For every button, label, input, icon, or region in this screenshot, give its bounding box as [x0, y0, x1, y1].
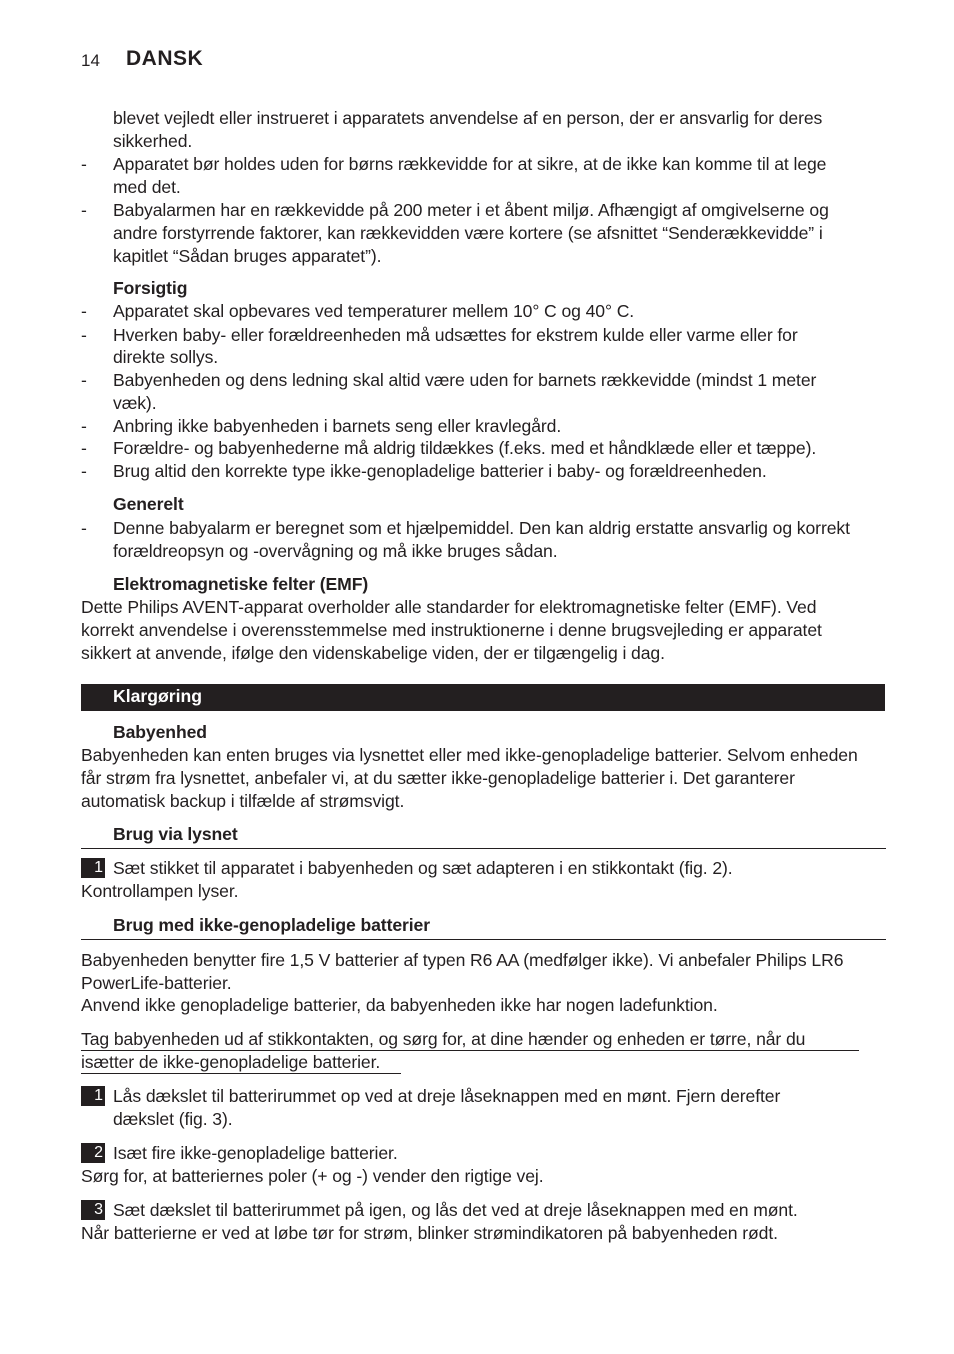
bullet-dash: -	[81, 438, 87, 458]
bullet-line: andre forstyrrende faktorer, kan rækkevidden være kortere (se afsnittet “Senderækkevidde” i	[113, 223, 823, 243]
paragraph-line: automatisk backup i tilfælde af strømsvigt.	[81, 791, 405, 811]
bullet-line: direkte sollys.	[113, 347, 219, 367]
step-number-box: 2	[81, 1143, 105, 1163]
paragraph-line: blevet vejledt eller instrueret i apparatets anvendelse af en person, der er ansvarlig for deres	[113, 108, 823, 128]
bullet-dash: -	[81, 461, 87, 481]
bullet-line: Babyalarmen har en rækkevidde på 200 meter i et åbent miljø. Afhængigt af omgivelserne og	[113, 200, 829, 220]
subheading-generelt: Generelt	[113, 494, 184, 514]
paragraph-line: Babyenheden kan enten bruges via lysnettet eller med ikke-genopladelige batterier. Selvom enheden	[81, 745, 858, 765]
bullet-line: forældreopsyn og -overvågning og må ikke bruges sådan.	[113, 541, 558, 561]
subheading-babyenhed: Babyenhed	[113, 722, 207, 742]
bullet-dash: -	[81, 325, 87, 345]
step-text: Isæt fire ikke-genopladelige batterier.	[113, 1143, 398, 1163]
bullet-line: Hverken baby- eller forældreenheden må udsættes for ekstrem kulde eller varme eller for	[113, 325, 798, 345]
bullet-line: Brug altid den korrekte type ikke-genopladelige batterier i baby- og forældreenheden.	[113, 461, 767, 481]
subheading-emf: Elektromagnetiske felter (EMF)	[113, 574, 369, 594]
section-header-bar	[81, 684, 885, 711]
subheading-lysnet: Brug via lysnet	[113, 824, 238, 844]
paragraph-line: sikkerhed.	[113, 131, 193, 151]
bullet-line: væk).	[113, 393, 157, 413]
bullet-line: Apparatet skal opbevares ved temperaturer mellem 10° C og 40° C.	[113, 301, 635, 321]
bullet-dash: -	[81, 154, 87, 174]
bullet-dash: -	[81, 370, 87, 390]
warning-line: isætter de ikke-genopladelige batterier.	[81, 1052, 381, 1072]
bullet-line: Denne babyalarm er beregnet som et hjælpemiddel. Den kan aldrig erstatte ansvarlig og korrekt	[113, 518, 850, 538]
divider	[81, 848, 886, 849]
paragraph-line: Dette Philips AVENT-apparat overholder alle standarder for elektromagnetiske felter (EMF). Ved	[81, 597, 817, 617]
subheading-forsigtig: Forsigtig	[113, 278, 188, 298]
step-number-box: 1	[81, 858, 105, 878]
step-number-box: 3	[81, 1200, 105, 1220]
paragraph-line: korrekt anvendelse i overensstemmelse med instruktionerne i denne brugsvejleding er apparatet	[81, 620, 822, 640]
paragraph-line: PowerLife-batterier.	[81, 973, 232, 993]
paragraph-line: Anvend ikke genopladelige batterier, da babyenheden ikke har nogen ladefunktion.	[81, 995, 718, 1015]
bullet-dash: -	[81, 301, 87, 321]
subheading-batterier: Brug med ikke-genopladelige batterier	[113, 915, 430, 935]
bullet-line: Apparatet bør holdes uden for børns rækkevidde for at sikre, at de ikke kan komme til at lege	[113, 154, 827, 174]
warning-line: Tag babyenheden ud af stikkontakten, og sørg for, at dine hænder og enheden er tørre, når du	[81, 1029, 806, 1049]
warning-underline	[81, 1073, 401, 1074]
page-number: 14	[81, 51, 100, 70]
bullet-dash: -	[81, 416, 87, 436]
paragraph-line: får strøm fra lysnettet, anbefaler vi, at du sætter ikke-genopladelige batterier i. Det garanterer	[81, 768, 795, 788]
step-text: Sæt stikket til apparatet i babyenheden og sæt adapteren i en stikkontakt (fig. 2).	[113, 858, 733, 878]
step-result: Kontrollampen lyser.	[81, 881, 239, 901]
divider	[81, 939, 886, 940]
step-result: Når batterierne er ved at løbe tør for strøm, blinker strømindikatoren på babyenheden rødt.	[81, 1223, 778, 1243]
step-number-box: 1	[81, 1086, 105, 1106]
language-title: DANSK	[126, 47, 204, 70]
section-title: Klargøring	[113, 686, 202, 706]
bullet-line: Forældre- og babyenhederne må aldrig tildækkes (f.eks. med et håndklæde eller et tæppe).	[113, 438, 817, 458]
bullet-line: Babyenheden og dens ledning skal altid være uden for barnets rækkevidde (mindst 1 meter	[113, 370, 817, 390]
step-result: Sørg for, at batteriernes poler (+ og -) vender den rigtige vej.	[81, 1166, 544, 1186]
bullet-line: kapitlet “Sådan bruges apparatet”).	[113, 246, 382, 266]
step-text: Sæt dækslet til batterirummet på igen, og lås det ved at dreje låseknappen med en mønt.	[113, 1200, 798, 1220]
paragraph-line: Babyenheden benytter fire 1,5 V batterier af typen R6 AA (medfølger ikke). Vi anbefaler Philips LR6	[81, 950, 844, 970]
step-text: dækslet (fig. 3).	[113, 1109, 233, 1129]
bullet-line: med det.	[113, 177, 181, 197]
bullet-line: Anbring ikke babyenheden i barnets seng eller kravlegård.	[113, 416, 562, 436]
step-text: Lås dækslet til batterirummet op ved at dreje låseknappen med en mønt. Fjern derefter	[113, 1086, 781, 1106]
bullet-dash: -	[81, 200, 87, 220]
paragraph-line: sikkert at anvende, ifølge den videnskabelige viden, der er tilgængelig i dag.	[81, 643, 665, 663]
bullet-dash: -	[81, 518, 87, 538]
